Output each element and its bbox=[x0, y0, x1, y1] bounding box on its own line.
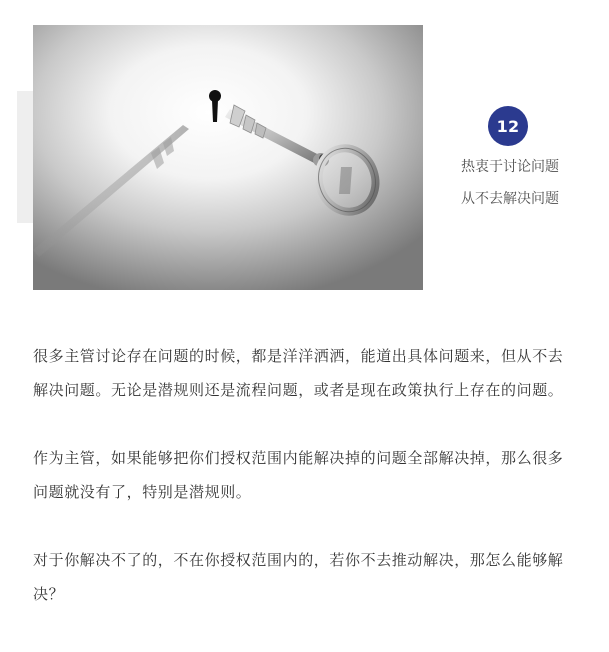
step-number-badge bbox=[488, 106, 528, 146]
article-paragraph: 作为主管，如果能够把你们授权范围内能解决掉的问题全部解决掉，那么很多问题就没有了，特别是潜规则。 bbox=[33, 449, 564, 501]
caption-line-2: 从不去解决问题 bbox=[461, 191, 559, 207]
key-in-keyhole-image bbox=[33, 25, 423, 290]
caption-line-1: 热衷于讨论问题 bbox=[461, 159, 559, 175]
hero-image bbox=[33, 25, 423, 290]
article-body bbox=[33, 339, 578, 611]
decorative-strip bbox=[17, 91, 33, 223]
step-number: 12 bbox=[496, 116, 520, 136]
article-paragraph: 对于你解决不了的，不在你授权范围内的，若你不去推动解决，那怎么能够解决？ bbox=[33, 551, 564, 603]
article-paragraph: 很多主管讨论存在问题的时候，都是洋洋洒洒，能道出具体问题来，但从不去解决问题。无论是潜规则还是流程问题，或者是现在政策执行上存在的问题。 bbox=[33, 347, 564, 399]
